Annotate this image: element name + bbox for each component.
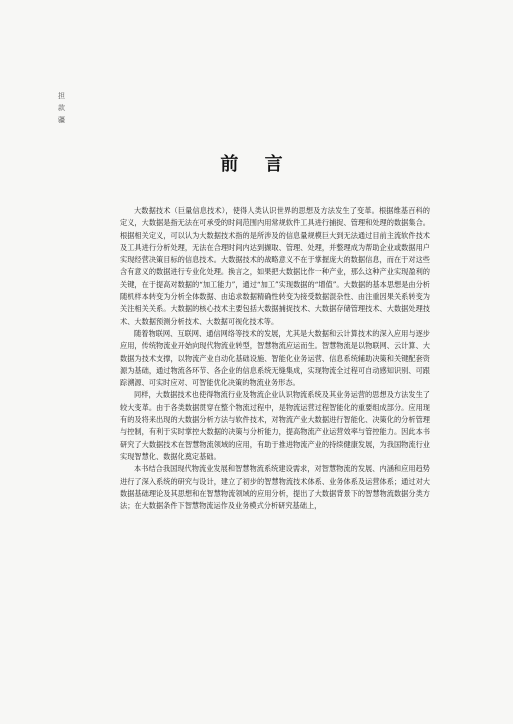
margin-mark-2: 款 [58, 104, 65, 112]
paragraph-4: 本书结合我国现代物流业发展和智慧物流系统建设需求，对智慧物流的发展、内涵和应用趋势进行了深入系统的研究与设计，建立了初步的智慧物流技术体系、业务体系及运营体系；通过对大数据基础理论及其思想和在智慧物流领域的应用分析，提出了大数据背景下的智慧物流数据分类方法；在大数据条件下智慧物流运作及业务模式分析研究基础上， [120, 464, 430, 511]
page-title: 前 言 [220, 154, 293, 175]
paragraph-1: 大数据技术（巨量信息技术），使得人类认识世界的思想及方法发生了变革。根据维基百科的定义，大数据是指无法在可承受的时间范围内用常规软件工具进行捕捉、管理和处理的数据集合。根据相关定义，可以认为大数据技术指的是所涉及的信息量规模巨大到无法通过目前主流软件技术及工具进行分析处理，无法在合理时间内达到撷取、管理、处理，并整理成为帮助企业或数据用户实现经营决策目标的信息技术。大数据技术的战略意义不在于掌握庞大的数据信息，而在于对这些含有意义的数据进行专业化处理。换言之，如果把大数据比作一种产业，那么这种产业实现盈利的关键，在于提高对数据的“加工能力”，通过“加工”实现数据的“增值”。大数据的基本思想是由分析随机样本转变为分析全体数据、由追求数据精确性转变为接受数据混杂性、由注重因果关系转变为关注相关关系。大数据的核心技术主要包括大数据捕捉技术、大数据存储管理技术、大数据处理技术、大数据预测分析技术、大数据可视化技术等。 [120, 206, 430, 326]
paragraph-2: 随着物联网、互联网、通信网络等技术的发展，尤其是大数据和云计算技术的深入应用与逐步应用，传统物流业开始向现代物流业转型，智慧物流应运而生。智慧物流是以物联网、云计算、大数据为技术支撑，以物流产业自动化基础设施、智能化业务运营、信息系统辅助决策和关键配套资源为基础，通过物流各环节、各企业的信息系统无缝集成，实现物流全过程可自动感知识别、可跟踪溯源、可实时应对、可智能优化决策的物流业务形态。 [120, 328, 430, 388]
body-text [120, 205, 430, 512]
paragraph-3: 同样，大数据技术也使得物流行业及物流企业认识物流系统及其业务运营的思想及方法发生了较大变革。由于各类数据贯穿在整个物流过程中，是物流运营过程智能化的重要组成部分。应用现有的及将来出现的大数据分析方法与软件技术，对物流产业大数据进行智能化、决策化的分析管理与控制，有利于实时掌控大数据的决策与分析能力，提高物流产业运营效率与管控能力。因此本书研究了大数据技术在智慧物流领域的应用，有助于推进物流产业的持续健康发展，为我国物流行业实现智慧化、数据化奠定基础。 [120, 390, 430, 461]
margin-mark-3: 疆 [58, 116, 65, 124]
margin-mark-1: 担 [58, 92, 65, 100]
